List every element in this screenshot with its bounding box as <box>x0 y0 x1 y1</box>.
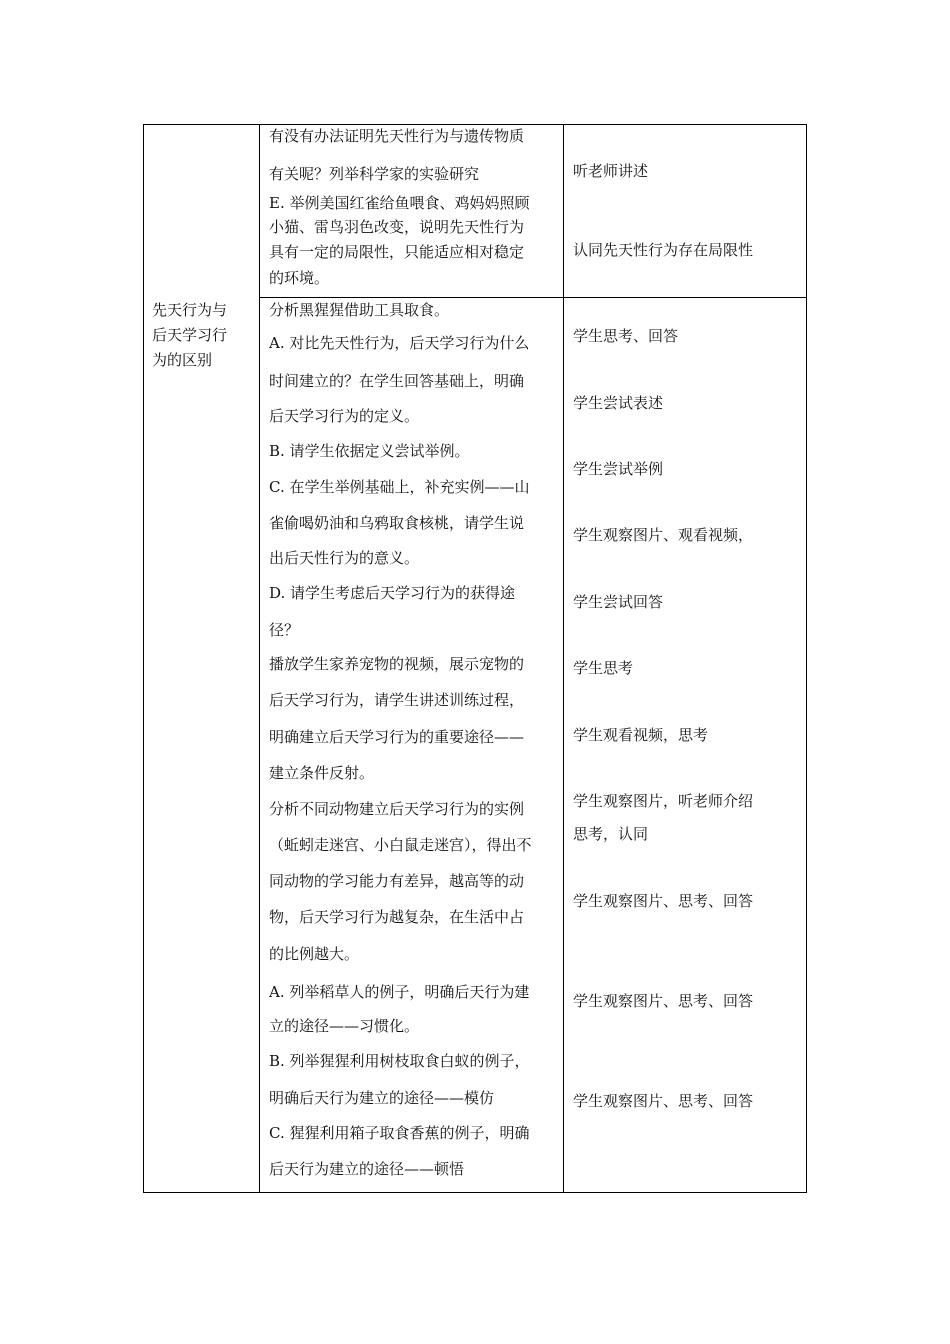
teacher-line: 的环境。 <box>269 269 330 287</box>
teacher-line: 后天学习行为，请学生讲述训练过程， <box>269 691 525 709</box>
teacher-line: 有关呢？列举科学家的实验研究 <box>269 165 480 183</box>
student-line: 学生尝试回答 <box>573 593 664 611</box>
topic-line: 为的区别 <box>152 351 213 369</box>
teacher-line: 时间建立的？在学生回答基础上，明确 <box>269 372 525 390</box>
student-line: 听老师讲述 <box>573 162 649 180</box>
teacher-line: 出后天性行为的意义。 <box>269 549 420 567</box>
teacher-line: E. 举例美国红雀给鱼喂食、鸡妈妈照顾 <box>269 194 530 212</box>
student-line: 学生观看视频，思考 <box>573 726 709 744</box>
student-line: 认同先天性行为存在局限性 <box>573 241 754 259</box>
teacher-line: B. 列举猩猩利用树枝取食白蚁的例子， <box>269 1052 530 1070</box>
teacher-line: 雀偷喝奶油和乌鸦取食核桃，请学生说 <box>269 514 525 532</box>
teacher-line: 分析不同动物建立后天学习行为的实例 <box>269 800 525 818</box>
teacher-line: 同动物的学习能力有差异，越高等的动 <box>269 872 525 890</box>
teacher-line: 播放学生家养宠物的视频，展示宠物的 <box>269 655 525 673</box>
teacher-line: D. 请学生考虑后天学习行为的获得途 <box>269 584 516 602</box>
teacher-line: 立的途径——习惯化。 <box>269 1017 420 1035</box>
teacher-line: C. 在学生举例基础上，补充实例——山 <box>269 478 530 496</box>
teacher-line: 具有一定的局限性，只能适应相对稳定 <box>269 243 525 261</box>
student-line: 学生思考、回答 <box>573 327 679 345</box>
teacher-line: 后天行为建立的途径——顿悟 <box>269 1160 465 1178</box>
teacher-line: 径？ <box>269 621 300 639</box>
column-divider <box>563 125 564 1192</box>
teacher-line: 明确后天行为建立的途径——模仿 <box>269 1089 495 1107</box>
student-line: 学生观察图片、观看视频， <box>573 526 754 544</box>
topic-line: 后天学习行 <box>152 326 228 344</box>
teacher-line: 建立条件反射。 <box>269 764 375 782</box>
teacher-line: 小猫、雷鸟羽色改变，说明先天性行为 <box>269 218 525 236</box>
student-line: 学生观察图片、思考、回答 <box>573 892 754 910</box>
teacher-line: B. 请学生依据定义尝试举例。 <box>269 442 470 460</box>
teacher-line: 有没有办法证明先天性行为与遗传物质 <box>269 127 525 145</box>
student-line: 学生思考 <box>573 659 634 677</box>
teacher-line: C. 猩猩利用箱子取食香蕉的例子，明确 <box>269 1124 530 1142</box>
teacher-line: A. 对比先天性行为，后天学习行为什么 <box>269 334 530 352</box>
teacher-line: 物，后天学习行为越复杂，在生活中占 <box>269 908 525 926</box>
student-line: 学生尝试举例 <box>573 460 664 478</box>
teacher-line: A. 列举稻草人的例子，明确后天行为建 <box>269 983 530 1001</box>
teacher-line: 明确建立后天学习行为的重要途径—— <box>269 728 525 746</box>
teacher-line: （蚯蚓走迷宫、小白鼠走迷宫），得出不 <box>269 836 532 854</box>
column-divider <box>259 125 260 1192</box>
topic-line: 先天行为与 <box>152 301 228 319</box>
teacher-line: 后天学习行为的定义。 <box>269 407 420 425</box>
teacher-line: 分析黑猩猩借助工具取食。 <box>269 301 450 319</box>
row-divider <box>259 297 806 298</box>
teacher-line: 的比例越大。 <box>269 945 360 963</box>
student-line: 学生尝试表述 <box>573 394 664 412</box>
student-line: 学生观察图片、思考、回答 <box>573 1092 754 1110</box>
student-line: 学生观察图片、思考、回答 <box>573 992 754 1010</box>
student-line: 学生观察图片，听老师介绍 <box>573 792 754 810</box>
student-line: 思考，认同 <box>573 825 649 843</box>
